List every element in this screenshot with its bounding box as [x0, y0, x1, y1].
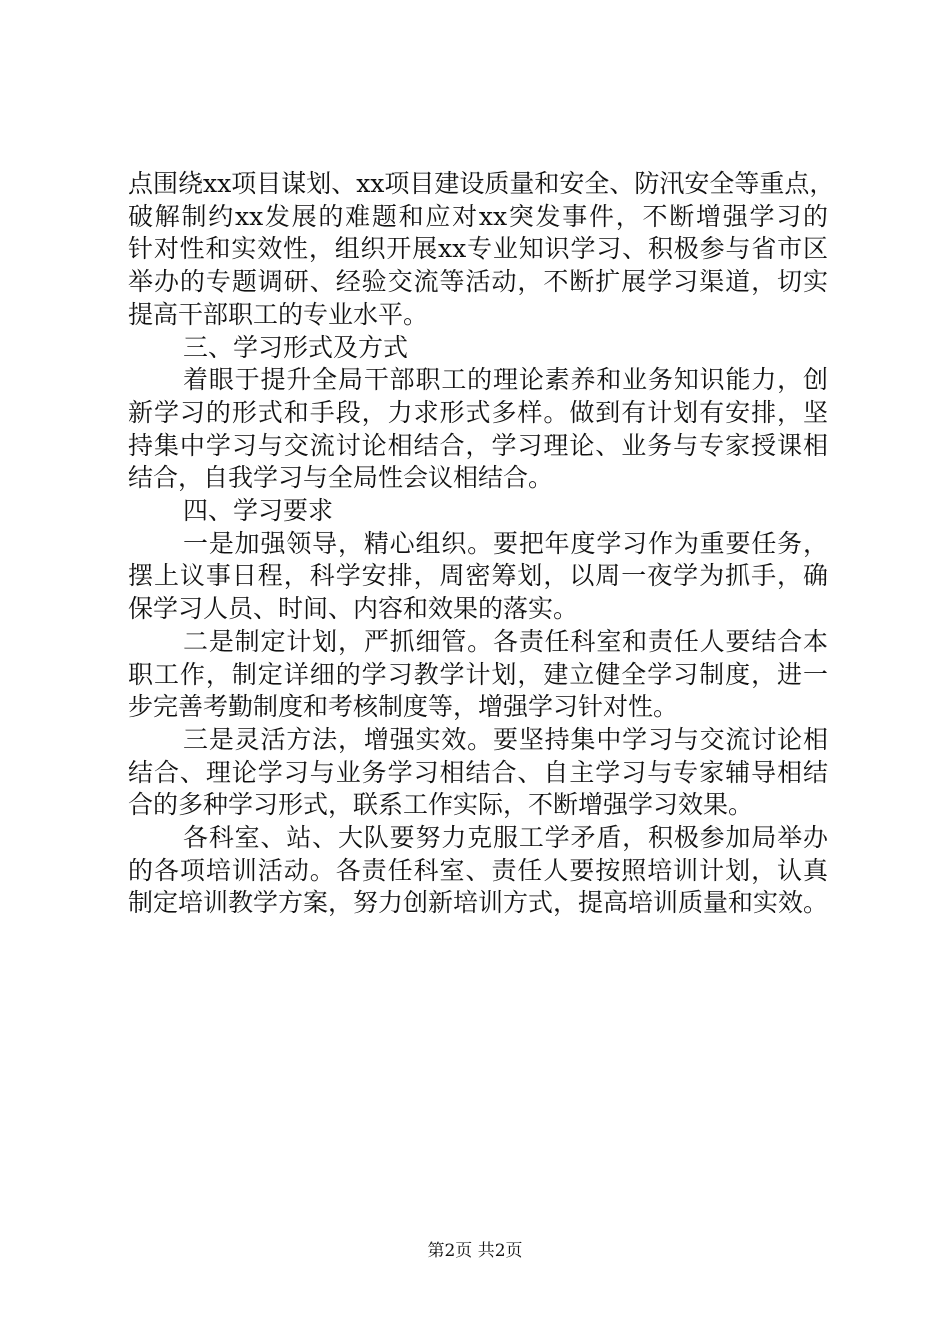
paragraph-line: 结合、理论学习与业务学习相结合、自主学习与专家辅导相结	[128, 757, 828, 787]
paragraph-line: 结合，自我学习与全局性会议相结合。	[128, 463, 554, 493]
paragraph-line: 破解制约xx发展的难题和应对xx突发事件，不断增强学习的	[128, 201, 828, 231]
page-number-label: 第2页 共2页	[427, 1241, 523, 1261]
paragraph-line: 新学习的形式和手段，力求形式多样。做到有计划有安排，坚	[128, 397, 828, 427]
paragraph-line: 提高干部职工的专业水平。	[128, 299, 429, 329]
paragraph-line: 点围绕xx项目谋划、xx项目建设质量和安全、防汛安全等重点，	[128, 169, 835, 198]
paragraph-line: 的各项培训活动。各责任科室、责任人要按照培训计划，认真	[128, 855, 828, 885]
paragraph-line: 合的多种学习形式，联系工作实际，不断增强学习效果。	[128, 790, 754, 820]
paragraph-line: 三是灵活方法，增强实效。要坚持集中学习与交流讨论相	[183, 724, 828, 754]
paragraph-line: 二是制定计划，严抓细管。各责任科室和责任人要结合本	[183, 626, 828, 656]
paragraph-line: 各科室、站、大队要努力克服工学矛盾，积极参加局举办	[183, 823, 828, 853]
paragraph-line: 制定培训教学方案，努力创新培训方式，提高培训质量和实效。	[128, 888, 829, 918]
paragraph-line: 针对性和实效性，组织开展xx专业知识学习、积极参与省市区	[128, 234, 828, 264]
paragraph-line: 持集中学习与交流讨论相结合，学习理论、业务与专家授课相	[128, 430, 828, 460]
paragraph-line: 举办的专题调研、经验交流等活动，不断扩展学习渠道，切实	[128, 267, 828, 297]
paragraph-line: 着眼于提升全局干部职工的理论素养和业务知识能力，创	[183, 365, 828, 395]
paragraph-line: 一是加强领导，精心组织。要把年度学习作为重要任务，	[183, 528, 828, 558]
paragraph-line: 摆上议事日程，科学安排，周密筹划，以周一夜学为抓手，确	[128, 561, 828, 591]
paragraph-line: 步完善考勤制度和考核制度等，增强学习针对性。	[128, 692, 679, 722]
paragraph-line: 职工作，制定详细的学习教学计划，建立健全学习制度，进一	[128, 659, 828, 689]
section-heading: 三、学习形式及方式	[183, 332, 409, 362]
page-footer	[0, 1239, 950, 1263]
section-heading: 四、学习要求	[183, 496, 334, 526]
document-body	[128, 168, 835, 920]
paragraph-line: 保学习人员、时间、内容和效果的落实。	[128, 594, 579, 624]
